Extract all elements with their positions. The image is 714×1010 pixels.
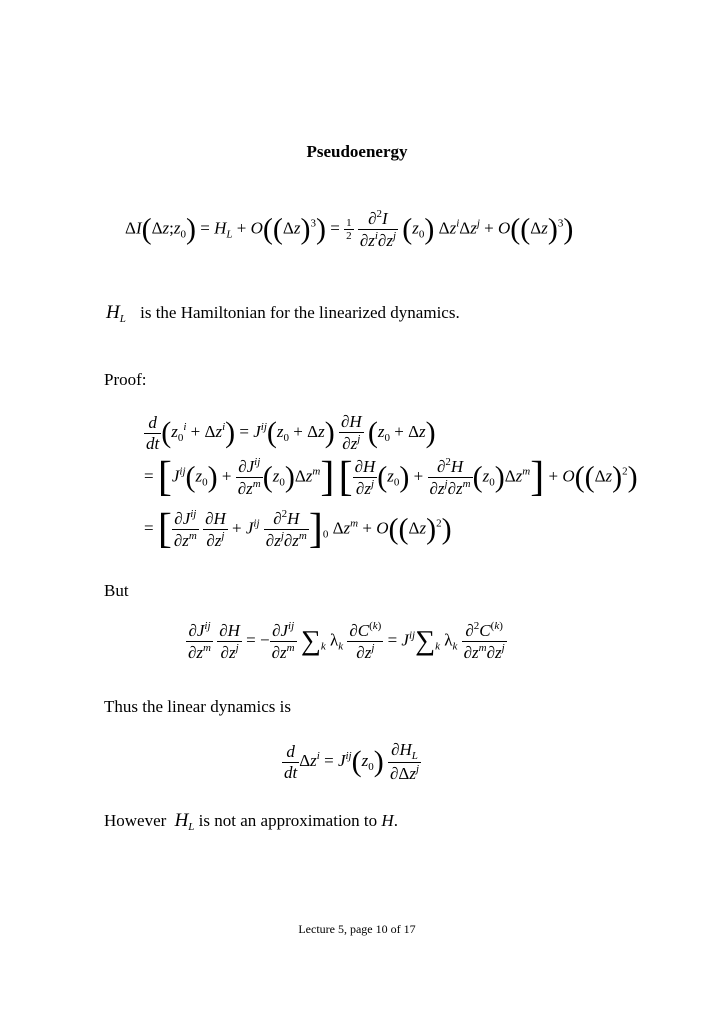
equation-but: $\frac{\partial J^{ij}}{\partial z^m}$ $\frac{\partial H}{\partial z^j}$ = − $\frac{\partial J^{ij}}{\partial z^m}$ $\sum_k$ $\lambda_k$ $\frac{\partial C^{(k)}}{\partial z^j}$ = $J^{ij}\sum_k$ $\lambda_k$ $\frac{\partial^2C^{(k)}}{\partial z^m\partial z^j}$ bbox=[188, 620, 505, 662]
proof-label: Proof: bbox=[104, 370, 147, 389]
however-h-symbol: H bbox=[381, 811, 394, 830]
proof-equation-2: = [$J^{ij}(z_0)$ + $\frac{\partial J^{ij}}{\partial z^m}$ $(z_0)\Delta z^m$] [ $\frac{\partial H}{\partial z^j}$ $(z_0)$ + $\frac{\partial^2H}{\partial z^j\partial z^m}$ $(z_0)\Delta z^m] + O((\Delta z)^2)$ bbox=[144, 454, 638, 501]
equation-linear-dynamics: $\frac{d}{dt}$ $\Delta z^i = J^{ij}(z_0)$ $\frac{\partial H_L}{\partial\Delta z^j}$ bbox=[284, 740, 420, 783]
page-footer: Lecture 5, page 10 of 17 bbox=[298, 922, 416, 936]
however-post-text: is not an approximation to bbox=[198, 811, 378, 830]
thus-label: Thus the linear dynamics is bbox=[104, 697, 291, 716]
page-title: Pseudoenergy bbox=[306, 142, 408, 161]
hamiltonian-line bbox=[106, 302, 460, 325]
equation-pseudoenergy: $\Delta I(\Delta z;z_0) = H_L + O((\Delta z)^3)$ = $\frac{1}{2}$ $\frac{\partial^2I}{\partial z^i\partial z^j}$ $(z_0) \Delta z^i\Delta z^j + O((\Delta z)^3)$ bbox=[125, 208, 574, 250]
but-label: But bbox=[104, 581, 129, 600]
however-pre-text: However bbox=[104, 811, 167, 830]
hamiltonian-text: is the Hamiltonian for the linearized dynamics. bbox=[140, 303, 460, 322]
however-period: . bbox=[393, 811, 398, 830]
proof-equation-3: = [ $\frac{\partial J^{ij}}{\partial z^m}$ $\frac{\partial H}{\partial z^j}$ + $J^{ij}$ $\frac{\partial^2H}{\partial z^j\partial z^m}$ ]$_0$ $\Delta z^m + O((\Delta z)^2)$ bbox=[144, 506, 452, 553]
proof-equation-1: $\frac{d}{dt}$ $(z_0^i + \Delta z^i) = J^{ij}(z_0 + \Delta z)$ $\frac{\partial H}{\partial z^j}$ $(z_0 + \Delta z)$ bbox=[146, 412, 436, 453]
hl-symbol-2: H bbox=[174, 810, 189, 831]
hl-symbol: H bbox=[106, 302, 120, 323]
hl-subscript: L bbox=[119, 313, 126, 325]
hl-subscript-2: L bbox=[188, 821, 195, 833]
however-line bbox=[104, 810, 398, 833]
